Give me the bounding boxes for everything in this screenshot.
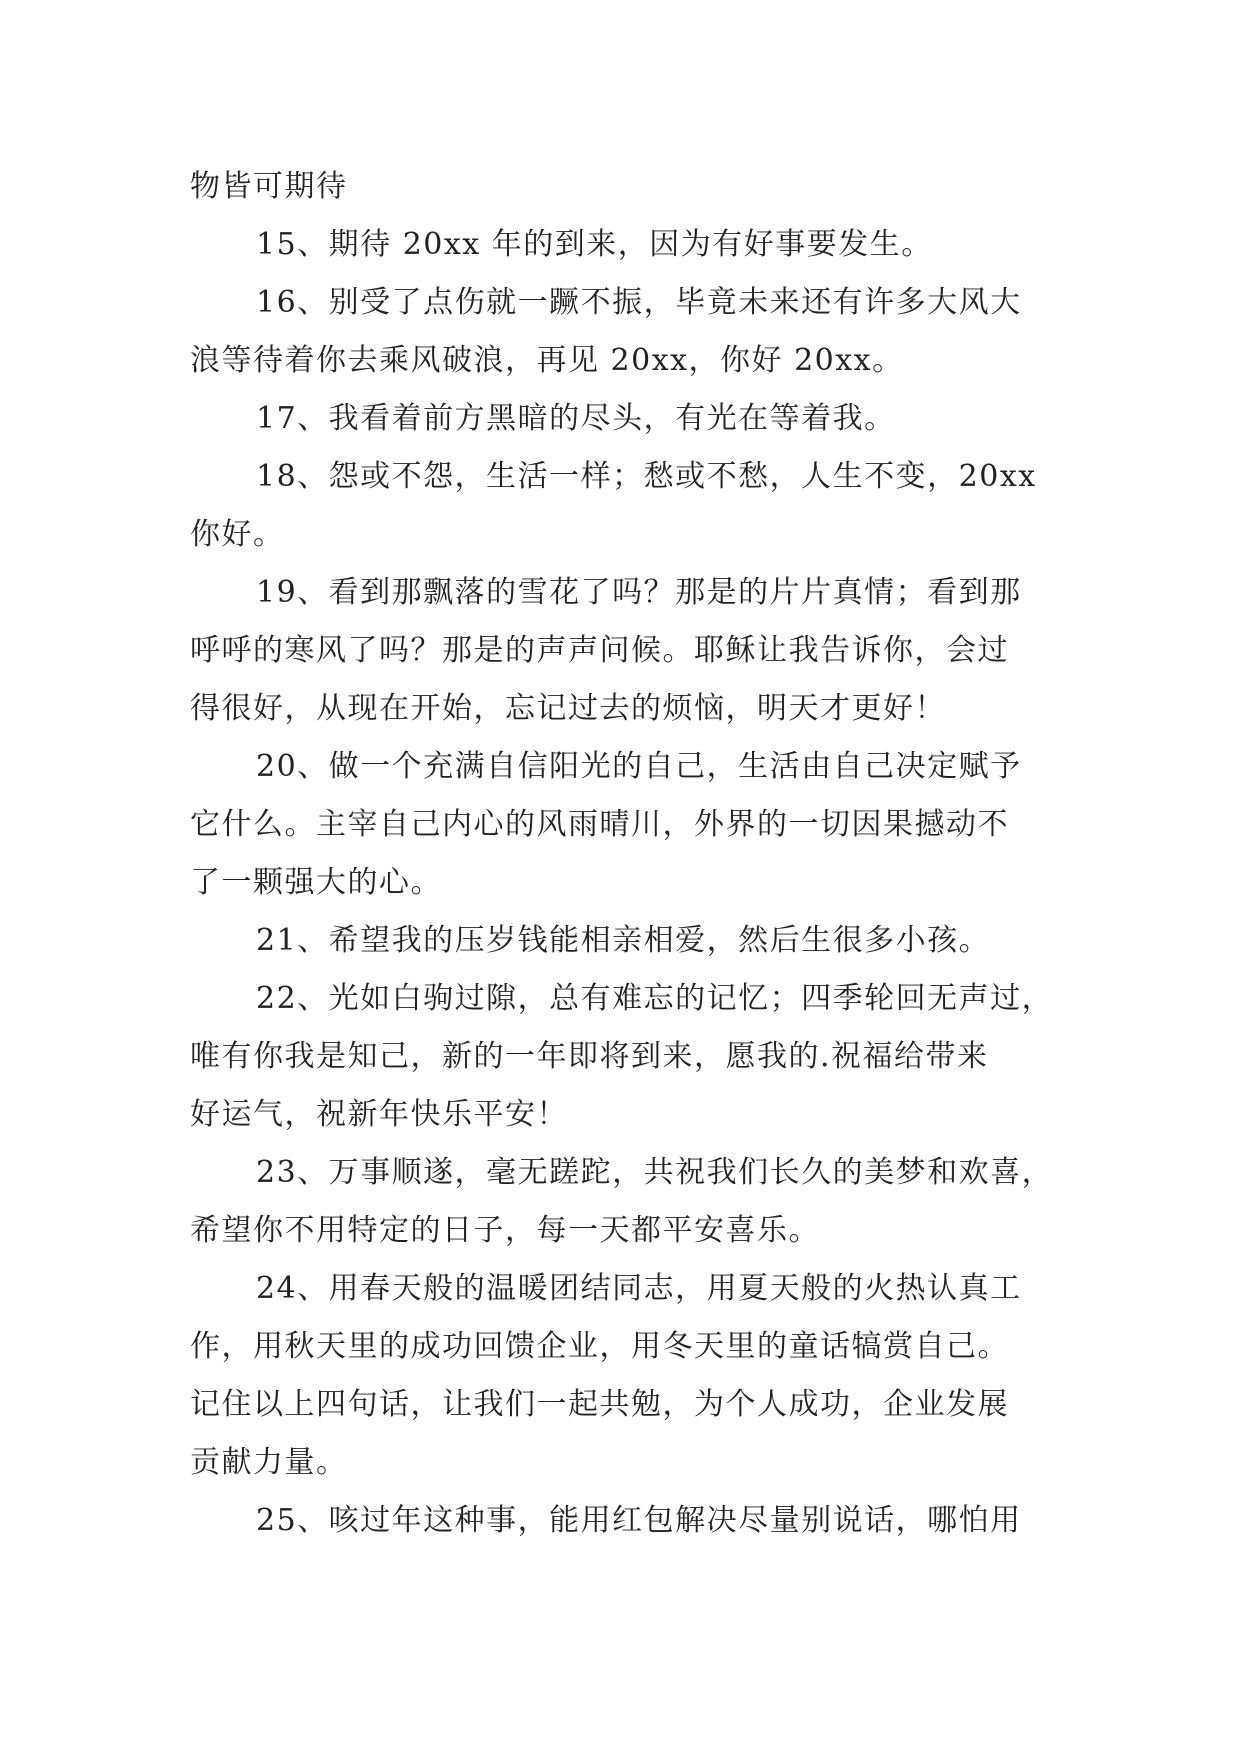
text-line: 好运气，祝新年快乐平安！: [190, 1097, 568, 1132]
text-line: 15、期待 20xx 年的到来，因为有好事要发生。: [256, 227, 933, 262]
text-line: 作，用秋天里的成功回馈企业，用冬天里的童话犒赏自己。: [190, 1329, 1009, 1364]
text-line: 贡献力量。: [190, 1445, 348, 1480]
text-line: 24、用春天般的温暖团结同志，用夏天般的火热认真工: [256, 1271, 1022, 1306]
text-line: 物皆可期待: [190, 169, 348, 204]
text-line: 唯有你我是知己，新的一年即将到来，愿我的.祝福给带来: [190, 1039, 989, 1074]
text-line: 16、别受了点伤就一蹶不振，毕竟未来还有许多大风大: [256, 285, 1022, 320]
text-line: 它什么。主宰自己内心的风雨晴川，外界的一切因果撼动不: [190, 807, 1009, 842]
text-line: 18、怨或不怨，生活一样；愁或不愁，人生不变，20xx: [256, 459, 1037, 494]
text-line: 呼呼的寒风了吗？那是的声声问候。耶稣让我告诉你，会过: [190, 633, 1009, 668]
text-line: 浪等待着你去乘风破浪，再见 20xx，你好 20xx。: [190, 343, 904, 378]
text-line: 希望你不用特定的日子，每一天都平安喜乐。: [190, 1213, 820, 1248]
document-body: [190, 158, 1055, 1550]
text-line: 记住以上四句话，让我们一起共勉，为个人成功，企业发展: [190, 1387, 1009, 1422]
text-line: 20、做一个充满自信阳光的自己，生活由自己决定赋予: [256, 749, 1022, 784]
text-line: 了一颗强大的心。: [190, 865, 442, 900]
text-line: 17、我看着前方黑暗的尽头，有光在等着我。: [256, 401, 896, 436]
text-line: 21、希望我的压岁钱能相亲相爱，然后生很多小孩。: [256, 923, 991, 958]
text-line: 得很好，从现在开始，忘记过去的烦恼，明天才更好！: [190, 691, 946, 726]
text-line: 23、万事顺遂，毫无蹉跎，共祝我们长久的美梦和欢喜，: [256, 1155, 1054, 1190]
text-line: 你好。: [190, 517, 285, 552]
text-line: 25、咳过年这种事，能用红包解决尽量别说话，哪怕用: [256, 1503, 1022, 1538]
text-line: 19、看到那飘落的雪花了吗？那是的片片真情；看到那: [256, 575, 1022, 610]
text-line: 22、光如白驹过隙，总有难忘的记忆；四季轮回无声过，: [256, 981, 1054, 1016]
